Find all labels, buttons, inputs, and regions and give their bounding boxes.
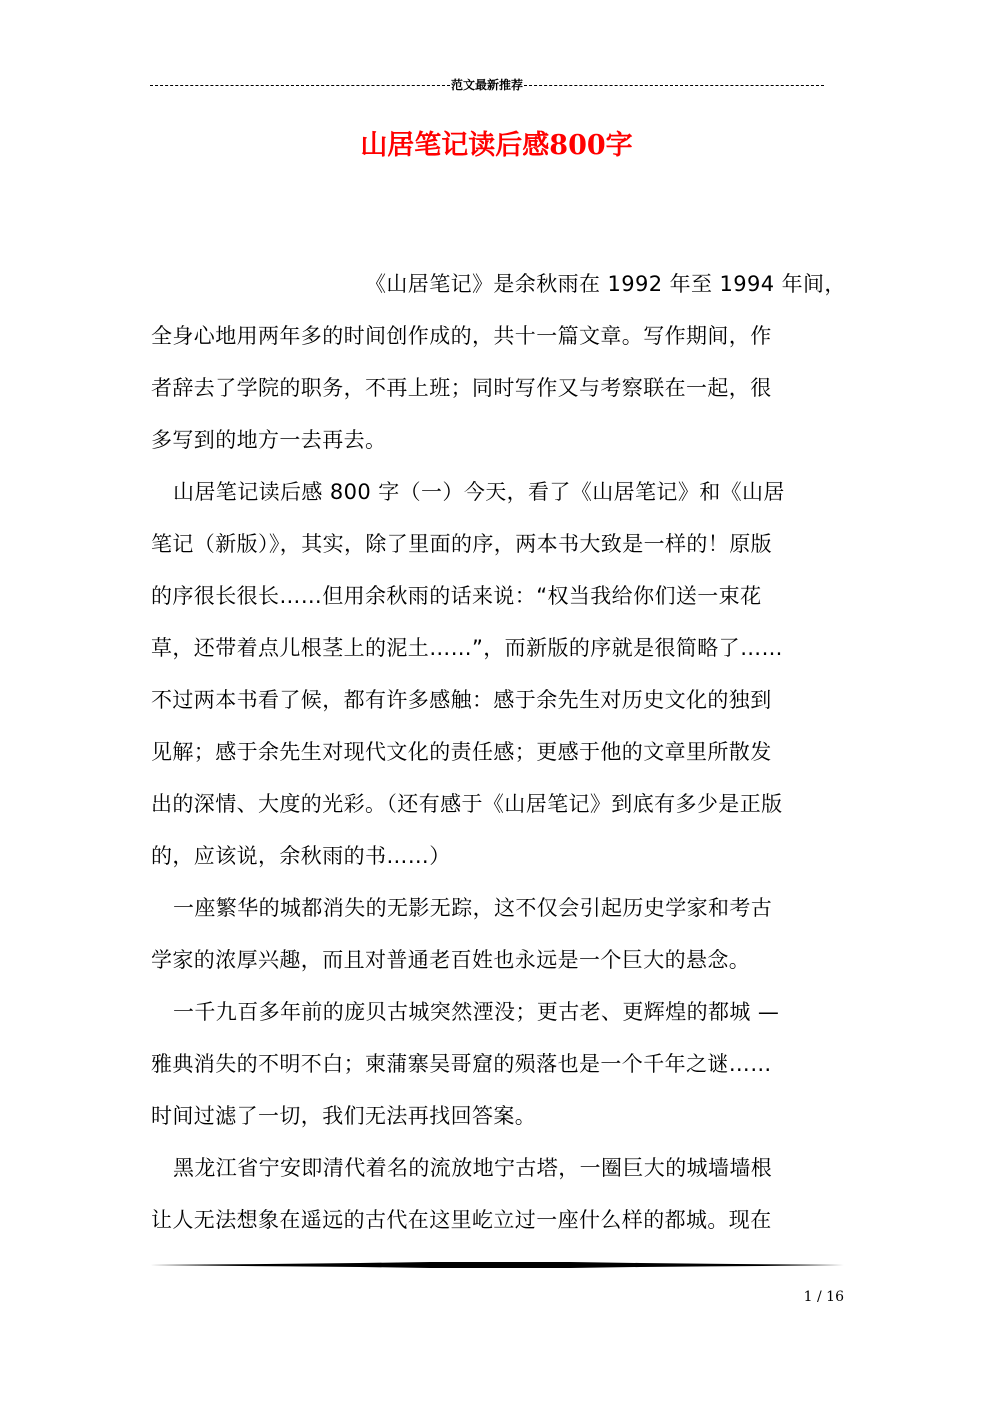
paragraph-line: 见解；感于余先生对现代文化的责任感；更感于他的文章里所散发 (151, 740, 772, 764)
paragraph-line: 黑龙江省宁安即清代着名的流放地宁古塔，一圈巨大的城墙墙根 (173, 1156, 773, 1180)
paragraph-line: 学家的浓厚兴趣，而且对普通老百姓也永远是一个巨大的悬念。 (151, 948, 751, 972)
header-dash-right (524, 85, 824, 86)
paragraph-line: 雅典消失的不明不白；柬蒲寨吴哥窟的殒落也是一个千年之谜…… (151, 1052, 772, 1076)
paragraph-line: 一座繁华的城都消失的无影无踪，这不仅会引起历史学家和考古 (173, 896, 773, 920)
page-number: 1 / 16 (803, 1289, 844, 1305)
header-dash-left (150, 85, 450, 86)
footer-divider (150, 1262, 844, 1268)
paragraph-line: 全身心地用两年多的时间创作成的，共十一篇文章。写作期间，作 (151, 324, 772, 348)
paragraph-line: 出的深情、大度的光彩。（还有感于《山居笔记》到底有多少是正版 (151, 792, 783, 816)
paragraph-line: 不过两本书看了候，都有许多感触：感于余先生对历史文化的独到 (151, 688, 772, 712)
paragraph-line: 的，应该说，余秋雨的书……） (151, 844, 451, 868)
header-label: 范文最新推荐 (451, 77, 524, 92)
paragraph-line: 时间过滤了一切，我们无法再找回答案。 (151, 1104, 537, 1128)
paragraph-line: 让人无法想象在遥远的古代在这里屹立过一座什么样的都城。现在 (151, 1208, 772, 1232)
paragraph-line: 山居笔记读后感 800 字（一）今天，看了《山居笔记》和《山居 (173, 480, 785, 504)
paragraph-line: 笔记（新版）》，其实，除了里面的序，两本书大致是一样的！原版 (151, 532, 772, 556)
paragraph-line: 多写到的地方一去再去。 (151, 428, 387, 452)
paragraph-line: 的序很长很长……但用余秋雨的话来说：“权当我给你们送一束花 (151, 584, 762, 608)
paragraph-line: 者辞去了学院的职务，不再上班；同时写作又与考察联在一起，很 (151, 376, 772, 400)
document-title: 山居笔记读后感800字 (360, 130, 633, 161)
paragraph-line: 草，还带着点儿根茎上的泥土……”，而新版的序就是很简略了…… (151, 636, 783, 660)
document-body (151, 258, 846, 1246)
page-header (150, 74, 824, 94)
paragraph-line: 一千九百多年前的庞贝古城突然湮没；更古老、更辉煌的都城 — (173, 1000, 780, 1024)
paragraph-line: 《山居笔记》是余秋雨在 1992 年至 1994 年间， (365, 272, 846, 296)
